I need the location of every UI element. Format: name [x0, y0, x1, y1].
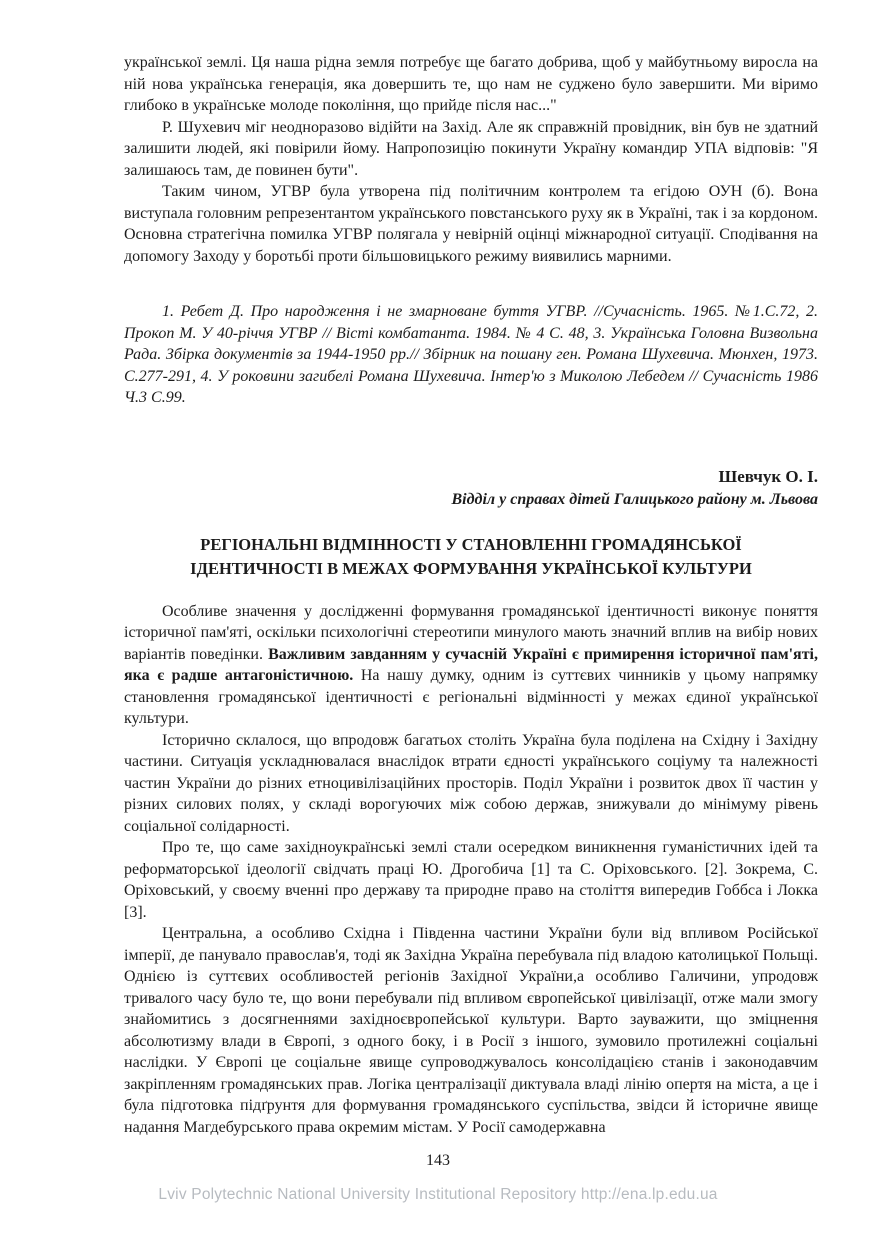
references-list: 1. Ребет Д. Про народження і не змарноване буття УГВР. //Сучасність. 1965. №1.С.72, 2. Прокоп М. У 40-річчя УГВР // Вісті комбатанта. 1984. № 4 С. 48, 3. Українська Головна Визвольна Рада. Збірка документів за 1944-1950 рр.// Збірник на пошану ген. Романа Шухевича. Мюнхен, 1973. С.277-291, 4. У роковини загибелі Романа Шухевича. Інтер'ю з Миколою Лебедем // Сучасність 1986 Ч.3 С.99.	[124, 303, 818, 406]
author-name: Шевчук О. І.	[718, 466, 818, 486]
author-block	[124, 465, 818, 511]
article-title: РЕГІОНАЛЬНІ ВІДМІННОСТІ У СТАНОВЛЕННІ ГРОМАДЯНСЬКОЇ ІДЕНТИЧНОСТІ В МЕЖАХ ФОРМУВАННЯ УКРАЇНСЬКОЇ КУЛЬТУРИ	[190, 534, 752, 578]
page-content	[124, 52, 818, 1138]
paragraph: Таким чином, УГВР була утворена під політичним контролем та егідою ОУН (б). Вона виступала головним репрезентантом українського повстанського руху як в Україні, так і за кордоном. Основна стратегічна помилка УГВР полягала у невірній оцінці міжнародної ситуації. Сподівання на допомогу Заходу у боротьбі проти більшовицького режиму виявились марними.	[124, 183, 818, 265]
page-number: 143	[426, 1152, 450, 1169]
paragraph: Центральна, а особливо Східна і Південна частини України були від впливом Російської імперії, де панувало православ'я, тоді як Західна Україна перебувала під владою католицької Польщі. Однією із суттєвих особливостей регіонів Західної України,а особливо Галичини, упродовж тривалого часу було те, що вони перебували під впливом європейської цивілізації, отже мали змогу знайомитись з досягненнями західноєвропейської культури. Варто зауважити, що зміцнення абсолютизму влади в Європі, з одного боку, і в Росії з іншого, зумовило протилежні соціальні наслідки. У Європі це соціальне явище супроводжувалось консолідацією станів і законодавчим закріпленням громадянських прав. Логіка централізації диктувала владі лінію опертя на міста, а це і була підготовка підґрунтя для формування громадянського суспільства, звідси й історичне явище надання Магдебурського права окремим містам. У Росії самодержавна	[124, 925, 818, 1136]
repository-watermark: Lviv Polytechnic National University Institutional Repository http://ena.lp.edu.ua	[158, 1186, 718, 1203]
continuation-paragraph: української землі. Ця наша рідна земля потребує ще багато добрива, щоб у майбутньому виросла на ній нова українська генерація, яка довершить те, що нам не суджено було завершити. Ми віримо глибоко в українське молоде покоління, що прийде після нас..."	[124, 54, 818, 114]
paragraph: Про те, що саме західноукраїнські землі стали осередком виникнення гуманістичних ідей та реформаторської ідеології свідчать праці Ю. Дрогобича [1] та С. Оріховського. [2]. Зокрема, С. Оріховський, у своєму вченні про державу та природне право на століття випередив Гоббса і Локка [3].	[124, 839, 818, 921]
paragraph: Р. Шухевич міг неодноразово відійти на Захід. Але як справжній провідник, він був не здатний залишити людей, які повірили йому. Напропозицію покинути Україну командир УПА відповів: "Я залишаюсь там, де повинен бути".	[124, 118, 818, 179]
paragraph	[124, 601, 818, 730]
paragraph-bold-text: Важливим завданням у сучасній Україні є примирення історичної пам'яті, яка є радше антагоністичною.	[124, 645, 818, 684]
paragraph-text: Особливе значення у дослідженні формування громадянської ідентичності виконує поняття історичної пам'яті, оскільки психологічні стереотипи минулого мають значний вплив на вибір нових варіантів поведінки.	[124, 602, 818, 663]
paragraph-text: На нашу думку, одним із суттєвих чинників у цьому напрямку становлення громадянської ідентичності є регіональні відмінності у межах єдиної української культури.	[124, 667, 818, 727]
author-affiliation: Відділ у справах дітей Галицького району м. Львова	[451, 490, 818, 508]
paragraph: Історично склалося, що впродовж багатьох століть Україна була поділена на Східну і Західну частини. Ситуація ускладнювалася внаслідок втрати єдності українського соціуму та належності частин України до різних етноцивілізаційних просторів. Поділ України і розвиток двох її частин у різних силових полях, у складі ворогуючих між собою держав, знижували до мінімуму рівень соціальної солідарності.	[124, 731, 818, 835]
